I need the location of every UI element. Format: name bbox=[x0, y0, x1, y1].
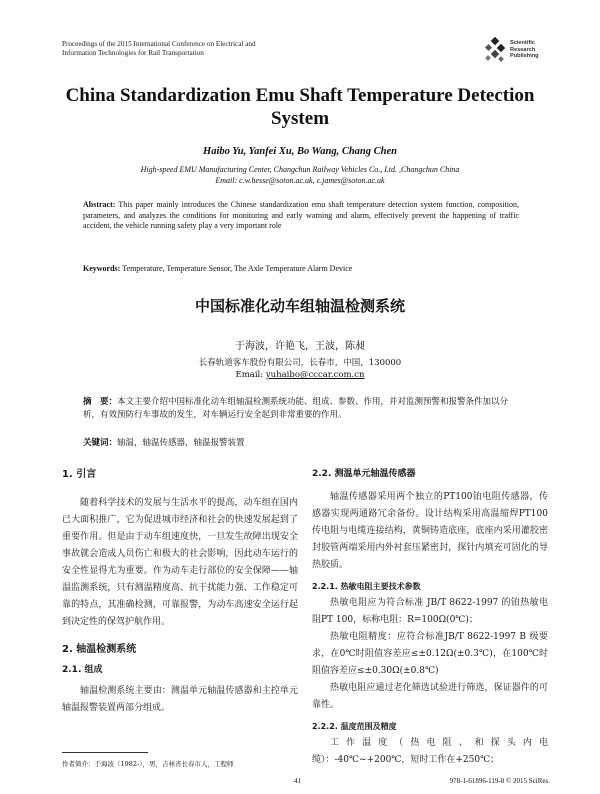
publisher-name: Scientific Research Publishing bbox=[510, 40, 539, 60]
affiliation-email: Email: c.w.hesse@soton.ac.uk, c.james@soton.ac.uk bbox=[215, 176, 385, 185]
section-2-heading: 2. 轴温检测系统 bbox=[62, 644, 137, 655]
paper-title: China Standardization Emu Shaft Temperature Detection System bbox=[65, 85, 535, 129]
section-2-1-paragraph: 轴温检测系统主要由：测温单元轴温传感器和主控单元轴温报警装置两部分组成。 bbox=[62, 686, 298, 713]
section-2-2-paragraph: 轴温传感器采用两个独立的PT100铂电阻传感器，传感器实现两通路冗余备份。设计结构采用高温缩焊PT100传电阻与电缆连接结构，黄铜铸造底座，底座内采用灌胶密封胶管两端采用内外衬套压紧密封，探针内填充可固化的导热胶质。 bbox=[312, 492, 548, 570]
keywords-label: Keywords: bbox=[83, 264, 121, 273]
proceedings-header bbox=[62, 40, 392, 58]
author-footnote: 作者简介：于海波（1982-），男，吉林省长春市人，工程师 bbox=[62, 760, 234, 768]
chinese-keywords-text: 轴温，轴温传感器，轴温报警装置 bbox=[117, 438, 245, 448]
page-number: 41 bbox=[294, 777, 301, 785]
section-2-2-1-heading: 2.2.1. 热敏电阻主要技术参数 bbox=[312, 582, 421, 591]
chinese-abstract-label: 摘 要： bbox=[83, 397, 118, 407]
chinese-affiliation bbox=[60, 357, 540, 381]
affiliation-text: High-speed EMU Manufacturing Center, Changchun Railway Vehicles Co., Ltd. ,Changchun China bbox=[140, 165, 460, 174]
keywords bbox=[83, 264, 519, 273]
footnote-divider bbox=[62, 752, 148, 753]
section-2-2-heading: 2.2. 测温单元轴温传感器 bbox=[312, 469, 416, 479]
chinese-title: 中国标准化动车组轴温检测系统 bbox=[194, 297, 405, 315]
section-2-2-2-paragraph: 工作温度（热电阻、和探头内电缆）：-40℃~+200℃，短时工作在+250℃； bbox=[312, 738, 548, 765]
section-2-2-1-paragraph-1: 热敏电阻应为符合标准 JB/T 8622-1997 的铂热敏电阻PT 100，标称电阻：R=100Ω(0℃)； bbox=[312, 598, 548, 625]
section-2-1-heading: 2.1. 组成 bbox=[62, 665, 103, 675]
section-2-2-2-heading: 2.2.2. 温度范围及精度 bbox=[312, 722, 397, 731]
chinese-affiliation-text: 长春轨道客车股份有限公司，长春市，中国，130000 bbox=[198, 358, 402, 368]
chinese-keywords-label: 关键词： bbox=[83, 438, 118, 448]
abstract-text: This paper mainly introduces the Chinese standardization emu shaft temperature detection system function, composition, parameters, and analyzes the conditions for monitoring and early warning and alarm, effectively prevent the happening of traffic accident, the vehicle running safety play a very important role bbox=[83, 200, 519, 231]
chinese-abstract bbox=[83, 396, 519, 422]
publisher-logo bbox=[484, 37, 554, 65]
publisher-logo-icon bbox=[484, 37, 508, 65]
section-2-2-1-paragraph-2: 热敏电阻精度：应符合标准JB/T 8622-1997 B 级要求，在0℃时阻值容差应≤±0.12Ω(±0.3℃)，在100℃时阻值容差应≤±0.30Ω(±0.8℃) bbox=[312, 632, 548, 676]
proceedings-line-1: Proceedings of the 2015 International Conference on Electrical and bbox=[62, 40, 256, 48]
chinese-email-label: Email: bbox=[235, 370, 264, 380]
right-column bbox=[312, 466, 548, 769]
proceedings-line-2: Information Technologies for Rail Transportation bbox=[62, 49, 204, 57]
section-1-paragraph: 随着科学技术的发展与生活水平的提高，动车组在国内已大面积推广，它为促进城市经济和社会的快速发展起到了重要作用。但是由于动车组速度快，一旦发生故障出现安全事故就会造成人员伤亡和极大的社会影响，因此动车运行的安全性显得尤为重要。作为动车走行部位的安全保障——轴温监测系统，只有测温精度高、抗干扰能力强、工作稳定可靠的特点，其准确检测，可靠报警，为动车高速安全运行起到决定性的保驾护航作用。 bbox=[62, 498, 298, 627]
isbn-copyright: 978-1-61896-119-8 © 2015 SciRes. bbox=[449, 777, 550, 785]
section-2-2-1-paragraph-3: 热敏电阻应通过老化筛选试验进行筛选，保证器件的可靠性。 bbox=[312, 683, 548, 710]
abstract-label: Abstract: bbox=[83, 200, 116, 209]
section-1-heading: 1. 引言 bbox=[62, 469, 97, 480]
chinese-abstract-text: 本文主要介绍中国标准化动车组轴温检测系统功能、组成、参数、作用，并对监测预警和报警条件加以分析，有效预防行车事故的发生，对车辆运行安全起到非常重要的作用。 bbox=[83, 397, 509, 420]
chinese-email bbox=[60, 369, 540, 381]
chinese-email-link[interactable]: yuhaibo@cccar.com.cn bbox=[265, 370, 365, 380]
left-column bbox=[62, 466, 298, 717]
chinese-keywords bbox=[83, 436, 519, 448]
chinese-authors: 于海波，许艳飞，王波，陈昶 bbox=[235, 341, 365, 352]
keywords-text: Temperature, Temperature Sensor, The Axle Temperature Alarm Device bbox=[122, 264, 353, 273]
paper-authors: Haibo Yu, Yanfei Xu, Bo Wang, Chang Chen bbox=[203, 146, 397, 157]
paper-affiliation bbox=[60, 164, 540, 186]
abstract bbox=[83, 200, 519, 232]
